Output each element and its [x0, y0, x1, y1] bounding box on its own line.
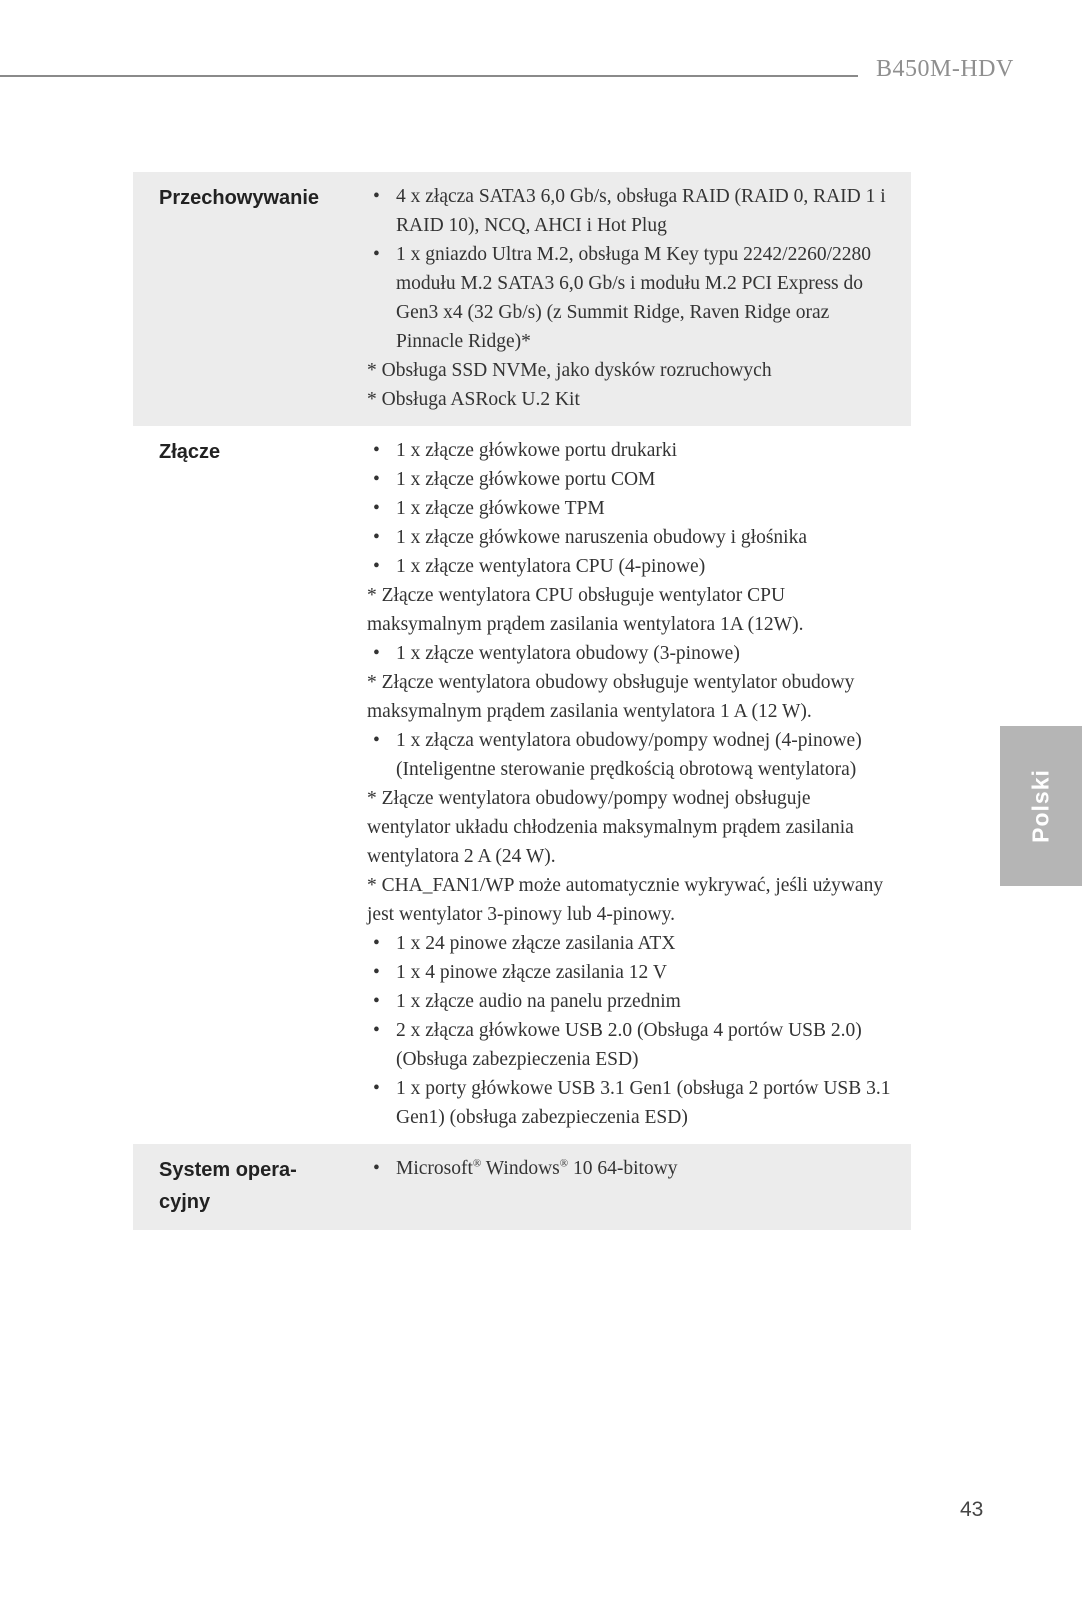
spec-line: • 2 x złącza główkowe USB 2.0 (Obsługa 4 portów USB 2.0) (Obsługa zabezpieczenia ESD) — [367, 1016, 897, 1074]
spec-line: • 1 x złącze wentylatora obudowy (3-pinowe) — [367, 639, 897, 668]
spec-note: * Złącze wentylatora CPU obsługuje wentylator CPU maksymalnym prądem zasilania wentylatora 1A (12W). — [367, 585, 804, 635]
spec-line: • 1 x złącza wentylatora obudowy/pompy wodnej (4-pinowe) (Inteligentne sterowanie prędkością obrotową wentylatora) — [367, 726, 897, 784]
section-connectors — [133, 426, 911, 1144]
header-rule — [0, 75, 858, 77]
section-label-line: System opera- — [159, 1159, 297, 1181]
spec-line: • 1 x 24 pinowe złącze zasilania ATX — [367, 929, 897, 958]
spec-line: • 1 x złącze wentylatora CPU (4-pinowe) — [367, 552, 897, 581]
section-body — [367, 436, 911, 1132]
spec-line: • 1 x porty główkowe USB 3.1 Gen1 (obsługa 2 portów USB 3.1 Gen1) (obsługa zabezpieczenia ESD) — [367, 1074, 897, 1132]
spec-line — [367, 1154, 897, 1183]
spec-line: • 1 x 4 pinowe złącze zasilania 12 V — [367, 958, 897, 987]
spec-line: • 4 x złącza SATA3 6,0 Gb/s, obsługa RAID (RAID 0, RAID 1 i RAID 10), NCQ, AHCI i Hot Plug — [367, 182, 897, 240]
spec-note: * CHA_FAN1/WP może automatycznie wykrywać, jeśli używany jest wentylator 3-pinowy lub 4-pinowy. — [367, 875, 884, 925]
registered-mark: ® — [559, 1157, 569, 1170]
section-label-line: cyjny — [159, 1191, 211, 1213]
section-operating-system — [133, 1144, 911, 1230]
spec-table — [133, 172, 911, 1230]
page-number: 43 — [960, 1498, 984, 1521]
os-vendor: Microsoft — [396, 1158, 473, 1179]
spec-line: • 1 x złącze główkowe naruszenia obudowy i głośnika — [367, 523, 897, 552]
section-label: Przechowywanie — [159, 187, 320, 209]
spec-note: * Obsługa ASRock U.2 Kit — [367, 389, 580, 410]
section-label: Złącze — [159, 441, 221, 463]
os-version: 10 64-bitowy — [568, 1158, 678, 1179]
section-label — [133, 1154, 367, 1218]
spec-note: * Złącze wentylatora obudowy obsługuje wentylator obudowy maksymalnym prądem zasilania wentylatora 1 A (12 W). — [367, 672, 855, 722]
section-storage — [133, 172, 911, 426]
spec-line: • 1 x złącze audio na panelu przednim — [367, 987, 897, 1016]
spec-line: • 1 x złącze główkowe portu drukarki — [367, 436, 897, 465]
spec-line: • 1 x gniazdo Ultra M.2, obsługa M Key typu 2242/2260/2280 modułu M.2 SATA3 6,0 Gb/s i modułu M.2 PCI Express do Gen3 x4 (32 Gb/s) (z Summit Ridge, Raven Ridge oraz Pinnacle Ridge)* — [367, 240, 897, 356]
language-tab-label: Polski — [1027, 769, 1054, 843]
section-body — [367, 182, 911, 414]
section-body — [367, 1154, 911, 1218]
model-name: B450M-HDV — [876, 56, 1014, 82]
spec-note: * Obsługa SSD NVMe, jako dysków rozruchowych — [367, 360, 772, 381]
language-tab — [1000, 726, 1082, 886]
registered-mark: ® — [472, 1157, 482, 1170]
spec-line: • 1 x złącze główkowe portu COM — [367, 465, 897, 494]
os-product: Windows — [481, 1158, 560, 1179]
spec-line: • 1 x złącze główkowe TPM — [367, 494, 897, 523]
spec-note: * Złącze wentylatora obudowy/pompy wodnej obsługuje wentylator układu chłodzenia maksymalnym prądem zasilania wentylatora 2 A (24 W). — [367, 788, 854, 867]
